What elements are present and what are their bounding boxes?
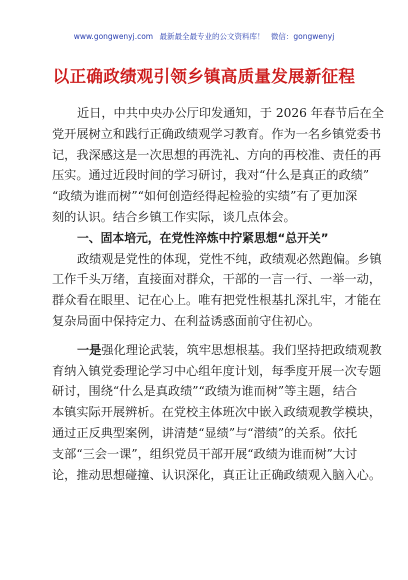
point-text: 强化理论武装，筑牢思想根基。我们坚持把政绩观教 bbox=[101, 342, 382, 357]
point-line: 通过正反典型案例，讲清楚“显绩”与“潜绩”的关系。依托 bbox=[52, 425, 358, 440]
point-line: 研讨，围绕“什么是真政绩”“政绩为谁而树”等主题，结合 bbox=[52, 384, 358, 399]
document-title: 以正确政绩观引领乡镇高质量发展新征程 bbox=[52, 67, 356, 86]
section-paragraph-line: 工作千头万绪，直接面对群众，干部的一言一行、一举一动， bbox=[52, 272, 382, 287]
point-first-line bbox=[52, 340, 382, 361]
section-paragraph-line: 群众看在眼里、记在心上。唯有把党性根基扎深扎牢，才能在 bbox=[52, 293, 382, 308]
point-line: 本镇实际开展辨析。在党校主体班次中嵌入政绩观教学模块， bbox=[52, 405, 382, 420]
intro-line: 刻的认识。结合乡镇工作实际，谈几点体会。 bbox=[52, 209, 296, 224]
page-header bbox=[0, 31, 408, 42]
intro-line: 近日，中共中央办公厅印发通知，于 2026 年春节后在全 bbox=[77, 106, 384, 120]
intro-line: 记，我深感这是一次思想的再洗礼、方向的再校准、责任的再 bbox=[52, 147, 382, 162]
header-tagline: 最新最全最专业的公文资料库！ bbox=[159, 32, 265, 41]
header-wechat: 微信：gongwenyj bbox=[270, 32, 335, 41]
intro-line: 党开展树立和践行正确政绩观学习教育。作为一名乡镇党委书 bbox=[52, 126, 382, 141]
intro-line: “政绩为谁而树”“如何创造经得起检验的实绩”有了更加深 bbox=[52, 189, 358, 204]
section-paragraph-line: 复杂局面中保持定力、在利益诱惑面前守住初心。 bbox=[52, 313, 321, 328]
point-line-cut-off: 论，推动思想碰撞、认识深化，真正让正确政绩观入脑入心。 bbox=[52, 467, 382, 482]
point-line: 育纳入镇党委理论学习中心组年度计划，每季度开展一次专题 bbox=[52, 363, 382, 378]
section-heading: 一、固本培元，在党性淬炼中拧紧思想“总开关” bbox=[77, 230, 329, 245]
section-paragraph-line: 政绩观是党性的体现，党性不纯，政绩观必然跑偏。乡镇 bbox=[77, 251, 382, 266]
point-line: 支部“三会一课”，组织党员干部开展“政绩为谁而树”大讨 bbox=[52, 446, 358, 461]
intro-line: 压实。通过近段时间的学习研讨，我对“什么是真正的政绩” bbox=[52, 168, 370, 183]
header-site-link[interactable]: www.gongwenyj.com bbox=[73, 32, 154, 41]
document-body bbox=[52, 103, 384, 482]
point-lead: 一是 bbox=[77, 342, 102, 357]
